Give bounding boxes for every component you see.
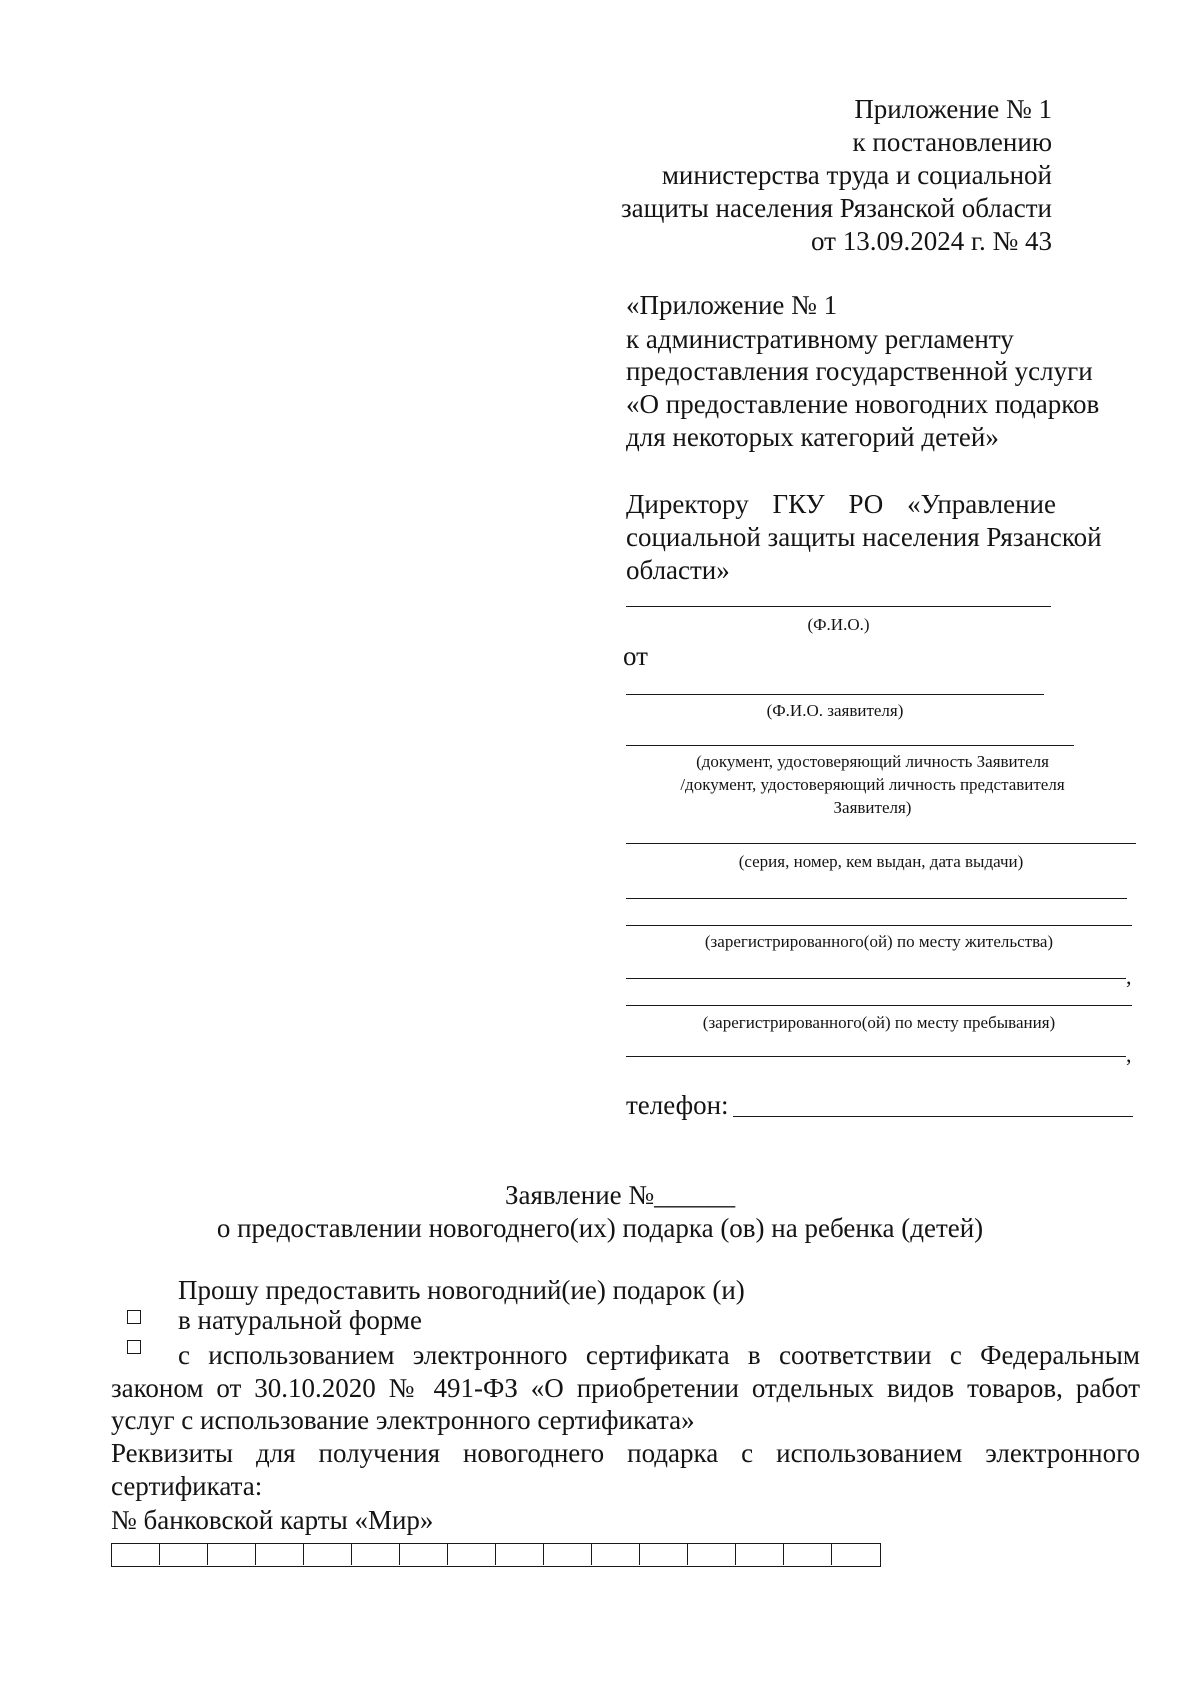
card-digit-cell[interactable]	[160, 1544, 208, 1565]
card-digit-cell[interactable]	[544, 1544, 592, 1565]
card-digit-cell[interactable]	[304, 1544, 352, 1565]
certificate-label: с использованием электронного сертификата в соответствии с Федеральным	[178, 1340, 1140, 1370]
card-digit-cell[interactable]	[400, 1544, 448, 1565]
from-label: от	[623, 641, 648, 671]
document-caption: /документ, удостоверяющий личность представителя	[680, 775, 1065, 794]
card-digit-cell[interactable]	[640, 1544, 688, 1565]
regulation-annex-line: предоставления государственной услуги	[626, 356, 1093, 386]
series-caption: (серия, номер, кем выдан, дата выдачи)	[738, 852, 1024, 871]
statement-title: Заявление №______	[505, 1180, 736, 1210]
header-annex-line: к постановлению	[852, 127, 1052, 157]
requisites-text: Реквизиты для получения новогоднего подарка с использованием электронного	[111, 1438, 1140, 1468]
phone-field[interactable]	[733, 1116, 1133, 1117]
natural-form-checkbox[interactable]	[127, 1310, 141, 1324]
natural-form-label: в натуральной форме	[178, 1305, 422, 1335]
regulation-annex-line: для некоторых категорий детей»	[626, 422, 999, 452]
card-digit-cell[interactable]	[496, 1544, 544, 1565]
card-digit-cell[interactable]	[448, 1544, 496, 1565]
card-digit-cell[interactable]	[832, 1544, 880, 1565]
stay-comma: ,	[1126, 1042, 1132, 1067]
document-caption: (документ, удостоверяющий личность Заявителя	[696, 752, 1049, 771]
residence-caption: (зарегистрированного(ой) по месту жительства)	[704, 932, 1054, 951]
card-digit-cell[interactable]	[352, 1544, 400, 1565]
card-number-label: № банковской карты «Мир»	[111, 1505, 434, 1535]
stay-address-field-1[interactable]	[626, 1005, 1132, 1006]
card-digit-cell[interactable]	[736, 1544, 784, 1565]
residence-comma: ,	[1126, 964, 1132, 989]
card-digit-cell[interactable]	[256, 1544, 304, 1565]
header-annex-line: Приложение № 1	[854, 94, 1052, 124]
stay-caption: (зарегистрированного(ой) по месту пребывания)	[702, 1013, 1056, 1032]
identity-document-field[interactable]	[626, 745, 1074, 746]
certificate-label: законом от 30.10.2020 № 491-ФЗ «О приобретении отдельных видов товаров, работ	[111, 1373, 1140, 1403]
card-digit-cell[interactable]	[688, 1544, 736, 1565]
request-text: Прошу предоставить новогодний(ие) подарок (и)	[178, 1275, 745, 1305]
stay-address-field-2[interactable]	[626, 1056, 1126, 1057]
header-annex-line: от 13.09.2024 г. № 43	[811, 226, 1052, 256]
certificate-checkbox[interactable]	[127, 1340, 141, 1354]
regulation-annex-line: к административному регламенту	[626, 324, 1014, 354]
header-annex-line: защиты населения Рязанской области	[620, 193, 1052, 223]
addressee-line: области»	[626, 555, 730, 585]
addressee-line: Директору ГКУ РО «Управление	[626, 489, 1056, 519]
director-name-field[interactable]	[626, 606, 1051, 607]
certificate-label: услуг с использование электронного сертификата»	[111, 1405, 695, 1435]
residence-address-field-3[interactable]	[626, 978, 1126, 979]
card-digit-cell[interactable]	[112, 1544, 160, 1565]
residence-address-field-1[interactable]	[626, 898, 1127, 899]
applicant-name-field[interactable]	[626, 694, 1044, 695]
addressee-line: социальной защиты населения Рязанской	[626, 522, 1102, 552]
phone-label: телефон:	[626, 1090, 729, 1120]
card-digit-cell[interactable]	[784, 1544, 832, 1565]
statement-subtitle: о предоставлении новогоднего(их) подарка (ов) на ребенка (детей)	[216, 1213, 984, 1243]
fio-caption: (Ф.И.О.)	[807, 615, 870, 634]
requisites-text: сертификата:	[111, 1471, 263, 1501]
card-digit-cell[interactable]	[592, 1544, 640, 1565]
card-number-grid[interactable]	[111, 1543, 881, 1567]
card-digit-cell[interactable]	[208, 1544, 256, 1565]
applicant-caption: (Ф.И.О. заявителя)	[766, 701, 904, 720]
header-annex-line: министерства труда и социальной	[661, 160, 1052, 190]
document-details-field[interactable]	[626, 843, 1136, 844]
document-caption: Заявителя)	[833, 798, 912, 817]
residence-address-field-2[interactable]	[626, 925, 1132, 926]
regulation-annex-line: «Приложение № 1	[626, 290, 838, 320]
regulation-annex-line: «О предоставление новогодних подарков	[626, 389, 1100, 419]
